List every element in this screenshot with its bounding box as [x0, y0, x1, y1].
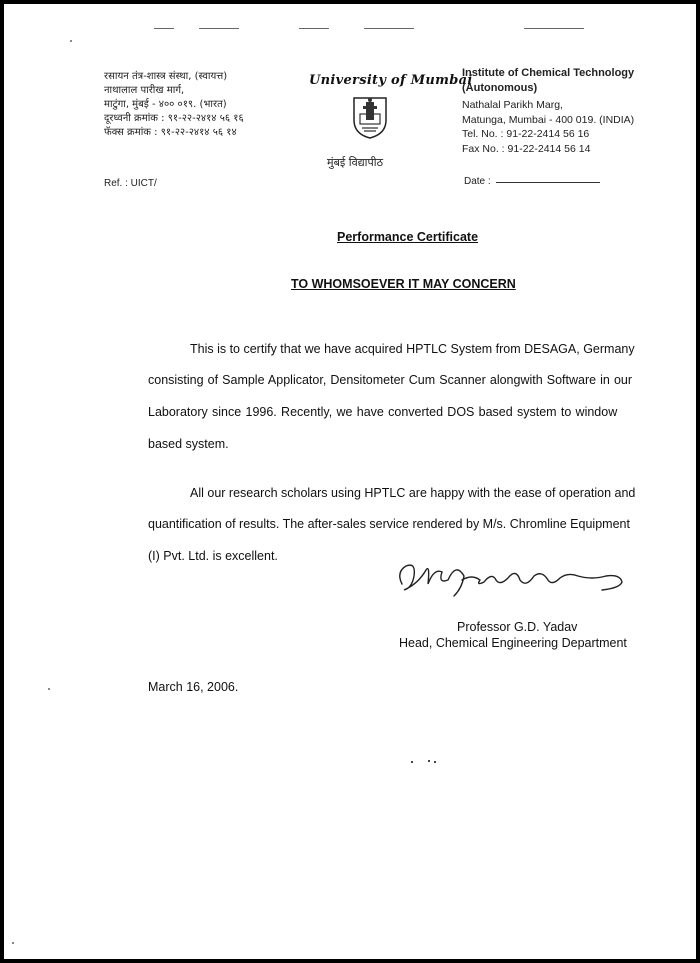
reference-number: Ref. : UICT/ [104, 178, 157, 189]
letter-date: March 16, 2006. [148, 680, 239, 694]
hindi-line: फॅक्स क्रमांक : ९१-२२-२४१४ ५६ १४ [104, 127, 237, 138]
scan-speck [70, 40, 72, 42]
institute-status: (Autonomous) [462, 81, 538, 94]
signatory-designation: Head, Chemical Engineering Department [399, 636, 627, 650]
paragraph-line: (I) Pvt. Ltd. is excellent. [148, 549, 278, 563]
scan-mark [154, 28, 174, 29]
address-line: Matunga, Mumbai - 400 019. (INDIA) [462, 113, 635, 126]
scan-speck [428, 760, 430, 762]
hindi-letterhead [104, 70, 244, 140]
certificate-page [4, 4, 696, 959]
address-line: Nathalal Parikh Marg, [462, 99, 563, 111]
scan-speck [48, 688, 50, 690]
paragraph-line: consisting of Sample Applicator, Densitometer Cum Scanner alongwith Software in our [148, 373, 633, 387]
scan-mark [524, 28, 584, 29]
hindi-line: माटुंगा, मुंबई - ४०० ०१९. (भारत) [104, 99, 227, 110]
scan-mark [364, 28, 414, 29]
paragraph-line: based system. [148, 437, 229, 451]
date-blank-line [496, 182, 600, 183]
scan-speck [411, 761, 413, 763]
hindi-line: नाथालाल पारीख मार्ग, [104, 85, 185, 96]
institute-letterhead [462, 66, 634, 156]
university-name: University of Mumbai [309, 73, 473, 88]
university-crest-icon [350, 94, 390, 140]
paragraph-line: quantification of results. The after-sales service rendered by M/s. Chromline Equipment [148, 517, 630, 531]
hindi-line: रसायन तंत्र-शास्त्र संस्था, (स्वायत्त) [104, 71, 228, 82]
fax: Fax No. : 91-22-2414 56 14 [462, 142, 591, 155]
paragraph-line: This is to certify that we have acquired HPTLC System from DESAGA, Germany [190, 342, 635, 356]
handwritten-signature [392, 554, 632, 600]
date-label: Date : [464, 176, 491, 187]
scan-speck [12, 942, 14, 944]
hindi-line: दूरध्वनी क्रमांक : ९१-२२-२४१४ ५६ १६ [104, 113, 244, 124]
institute-name: Institute of Chemical Technology [462, 67, 635, 79]
paragraph-line: All our research scholars using HPTLC are happy with the ease of operation and [190, 486, 636, 500]
scan-mark [199, 28, 239, 29]
scan-speck [434, 761, 436, 763]
scan-mark [299, 28, 329, 29]
university-hindi-name: मुंबई विद्यापीठ [327, 156, 383, 169]
telephone: Tel. No. : 91-22-2414 56 16 [462, 128, 590, 140]
signatory-name: Professor G.D. Yadav [457, 620, 578, 634]
certificate-subtitle: TO WHOMSOEVER IT MAY CONCERN [291, 277, 516, 291]
certificate-title: Performance Certificate [337, 230, 479, 244]
paragraph-line: Laboratory since 1996. Recently, we have converted DOS based system to window [148, 405, 618, 419]
